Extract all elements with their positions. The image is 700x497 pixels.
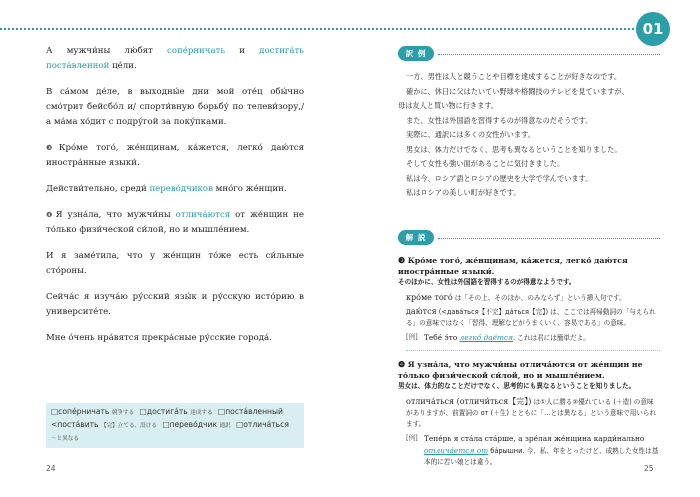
note-4-example: [例] Тепе́рь я ста́ла ста́рше, а зре́лая же́нщина карди́нально отлича́ется от ба́рышни. 今、私、年をとったけど、成熟した女性は基本的に若い娘とは違う。 (406, 434, 659, 466)
vocab-highlight: достига́ть поста́вленной (46, 46, 304, 71)
sentence-number: ❸ (46, 144, 58, 152)
translation-line: 男女は、体力だけでなく、思考も異なるということを知りました。 (406, 144, 622, 154)
translation-line: 母は友人と買い物に行きます。 (398, 101, 499, 110)
vocab-highlight: отлича́ются (175, 210, 231, 220)
paragraph-4: Действи́тельно, среди́ перево́дчиков мно́го же́нщин. (46, 184, 287, 194)
top-dotted-rule (0, 28, 638, 30)
sentence-number: ❹ (46, 211, 55, 219)
note-3-translation: そのほかに、女性は外国語を習得するのが得意なようです。 (398, 278, 576, 286)
translation-label: 訳 例 (398, 46, 434, 61)
note-3-heading: ❸ Кро́ме того́, же́нщинам, ка́жется, легко́ даю́тся иностра́нные языки́. (398, 256, 628, 276)
paragraph-2: В са́мом де́ле, в выходны́е дни мой оте́ц обы́чно смо́трит бейсбо́л и/ спорти́вную борьбу́ по телеви́зору,/ а ма́ма хо́дит с подру́гой за поку́пками. (46, 87, 304, 127)
translation-line: 一方、男性は人と競うことや目標を達成することが好きなのです。 (406, 72, 622, 81)
japanese-translation (398, 70, 660, 201)
translation-line: また、女性は外国語を習得するのが得意なのだそうです。 (406, 115, 593, 125)
note-3-body: даю́тся (<дава́ться【不完】да́ться【完】) は、ここでは再帰動詞の「与えられる」の意味ではなく「習得、理解などがうまくいく、容易である」の意味。 (406, 307, 656, 327)
paragraph-3: ❸Кро́ме того́, же́нщинам, ка́жется, легко́ даю́тся иностра́нные языки́. (46, 143, 305, 168)
note-4-heading: ❹ Я узна́ла, что мужчи́ны отлича́ются от же́нщин не то́лько физи́ческой си́лой, но и мышле́нием. (398, 360, 643, 380)
commentary-rule (438, 238, 660, 239)
unit-number-badge: 01 (636, 12, 670, 46)
page-number-left: 24 (46, 464, 56, 473)
note-3-example: [例] Тебе́ э́то легко́ даётся. これは君には簡単だよ。 (406, 333, 590, 342)
commentary-label: 解 説 (398, 230, 434, 245)
paragraph-5: ❹Я узна́ла, что мужчи́ны отлича́ются от же́нщин не то́лько физи́ческой си́лой, но и мышле́нием. (46, 210, 304, 235)
note-4-body: отлича́ться (отличи́ться【完】) は①人に勝る②優れている (＋造) の意味がありますが、前置詞の от (＋生) とともに「…とは異なる」という意味で用いられます。 (406, 397, 657, 428)
translation-line: 確かに、休日に父はたいてい野球や格闘技のテレビを見ていますが、 (406, 86, 629, 96)
note-3-body: кро́ме того́ は「その上、そのほか、のみならず」という挿入句です。 (406, 293, 626, 302)
translation-line: 私は今、ロシア語とロシアの歴史を大学で学んでいます。 (406, 173, 593, 183)
russian-text (46, 44, 304, 357)
page-number-right: 25 (644, 464, 654, 473)
vocabulary-box: □сопе́рничать 競争する □достига́ть 達成する □поста́вленный <поста́вить 【完】立てる、設ける □перево́дчик 通訳 □отлича́ться ～と異なる (46, 403, 304, 448)
commentary (398, 255, 660, 472)
paragraph-6: И я заме́тила, что у же́нщин то́же есть си́льные сто́роны. (46, 251, 304, 276)
translation-rule (438, 54, 660, 55)
paragraph-8: Мне о́чень нра́вятся прекра́сные ру́сские города́. (46, 333, 272, 343)
paragraph-1: А мужчи́ны лю́бят сопе́рничать и достига́ть поста́вленной це́ли. (46, 46, 304, 71)
note-4-translation: 男女は、体力的なことだけでなく、思考的にも異なるということを知りました。 (398, 382, 636, 390)
vocab-highlight: перево́дчиков (149, 184, 213, 194)
vocab-highlight: сопе́рничать (167, 46, 226, 56)
paragraph-7: Сейча́с я изуча́ю ру́сский язы́к и ру́сскую исто́рию в университе́те. (46, 292, 304, 317)
translation-line: 実際に、通訳には多くの女性がいます。 (406, 130, 535, 139)
note-separator (406, 350, 660, 351)
translation-line: そして女性も強い面があることに気付きました。 (406, 159, 565, 168)
translation-line: 私はロシアの美しい町が好きです。 (406, 188, 521, 197)
